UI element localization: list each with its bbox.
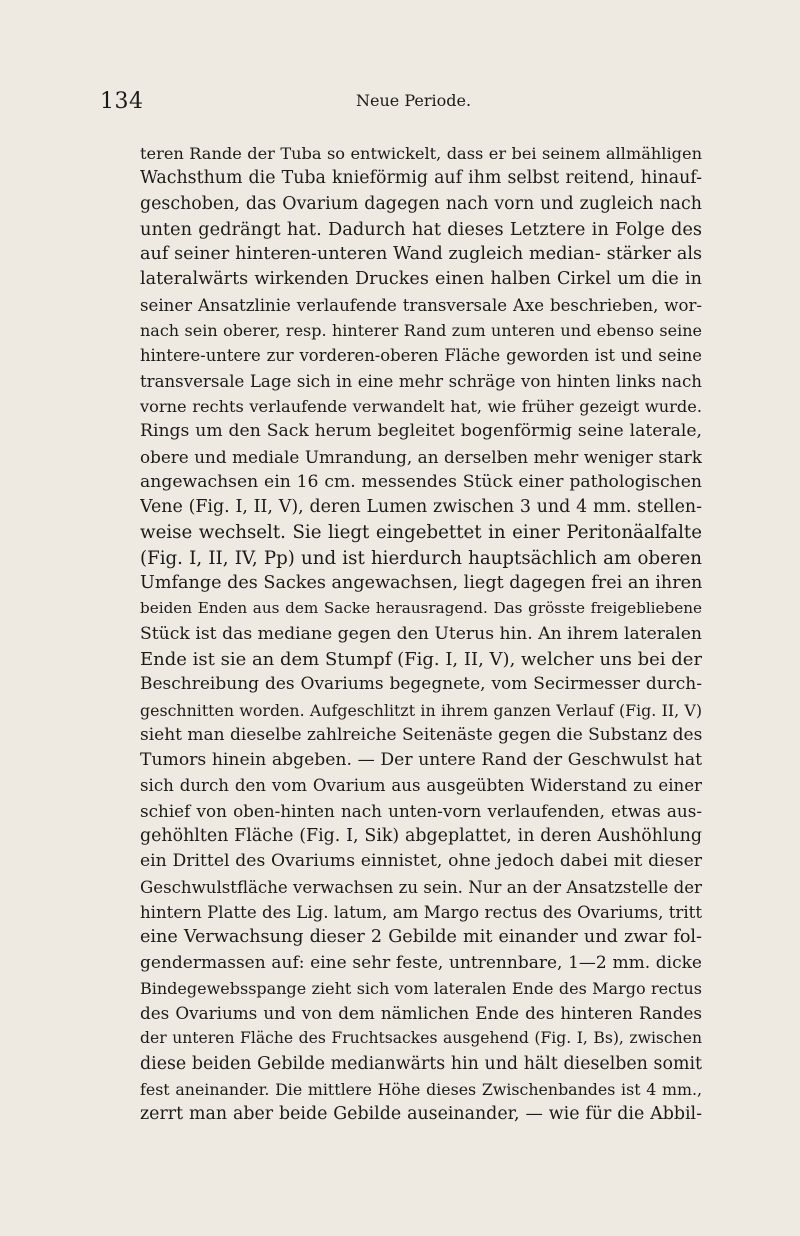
text-line: unten gedrängt hat. Dadurch hat dieses Letztere in Folge des bbox=[140, 218, 702, 240]
text-line: sieht man dieselbe zahlreiche Seitenäste gegen die Substanz des bbox=[140, 724, 702, 745]
text-line: Stück ist das mediane gegen den Uterus hin. An ihrem lateralen bbox=[140, 623, 702, 644]
text-line: obere und mediale Umrandung, an derselben mehr weniger stark bbox=[140, 446, 702, 467]
text-line: auf seiner hinteren-unteren Wand zugleich median- stärker als bbox=[140, 244, 702, 265]
page-header bbox=[100, 87, 700, 117]
text-line: seiner Ansatzlinie verlaufende transversale Axe beschrieben, wor- bbox=[140, 295, 702, 315]
page-number: 134 bbox=[100, 89, 144, 114]
text-line: Tumors hinein abgeben. — Der untere Rand der Geschwulst hat bbox=[140, 750, 702, 771]
text-line: diese beiden Gebilde medianwärts hin und hält dieselben somit bbox=[140, 1053, 702, 1074]
text-line: Bindegewebsspange zieht sich vom lateralen Ende des Margo rectus bbox=[140, 978, 702, 998]
text-line: Umfange des Sackes angewachsen, liegt dagegen frei an ihren bbox=[140, 573, 702, 594]
text-line: weise wechselt. Sie liegt eingebettet in einer Peritonäalfalte bbox=[140, 522, 702, 544]
text-line: des Ovariums und von dem nämlichen Ende des hinteren Randes bbox=[140, 1003, 702, 1024]
text-line: ein Drittel des Ovariums einnistet, ohne jedoch dabei mit dieser bbox=[140, 851, 702, 872]
text-line: der unteren Fläche des Fruchtsackes ausgehend (Fig. I, Bs), zwischen bbox=[140, 1029, 702, 1048]
text-line: vorne rechts verlaufende verwandelt hat, wie früher gezeigt wurde. bbox=[140, 396, 702, 416]
text-line: transversale Lage sich in eine mehr schräge von hinten links nach bbox=[140, 371, 702, 391]
text-line: Vene (Fig. I, II, V), deren Lumen zwischen 3 und 4 mm. stellen- bbox=[140, 497, 702, 518]
text-line: nach sein oberer, resp. hinterer Rand zum unteren und ebenso seine bbox=[140, 321, 702, 341]
text-line: sich durch den vom Ovarium aus ausgeübten Widerstand zu einer bbox=[140, 776, 702, 796]
text-line: gendermassen auf: eine sehr feste, untrennbare, 1—2 mm. dicke bbox=[140, 952, 702, 973]
text-line: Geschwulstfläche verwachsen zu sein. Nur an der Ansatzstelle der bbox=[140, 877, 702, 897]
text-line: hintern Platte des Lig. latum, am Margo rectus des Ovariums, tritt bbox=[140, 902, 702, 922]
text-line: geschoben, das Ovarium dagegen nach vorn und zugleich nach bbox=[140, 193, 702, 214]
text-line: angewachsen ein 16 cm. messendes Stück einer pathologischen bbox=[140, 471, 702, 492]
text-line: Wachsthum die Tuba knieförmig auf ihm selbst reitend, hinauf- bbox=[140, 168, 702, 189]
text-line: schief von oben-hinten nach unten-vorn verlaufenden, etwas aus- bbox=[140, 800, 702, 821]
text-line: eine Verwachsung dieser 2 Gebilde mit einander und zwar fol- bbox=[140, 927, 702, 948]
text-line: Rings um den Sack herum begleitet bogenförmig seine laterale, bbox=[140, 421, 702, 442]
text-line: zerrt man aber beide Gebilde auseinander, — wie für die Abbil- bbox=[140, 1104, 702, 1125]
text-line: (Fig. I, II, IV, Pp) und ist hierdurch hauptsächlich am oberen bbox=[140, 547, 702, 569]
text-line: gehöhlten Fläche (Fig. I, Sik) abgeplattet, in deren Aushöhlung bbox=[140, 826, 702, 847]
text-line: Ende ist sie an dem Stumpf (Fig. I, II, V), welcher uns bei der bbox=[140, 648, 702, 670]
text-line: lateralwärts wirkenden Druckes einen halben Cirkel um die in bbox=[140, 269, 702, 290]
text-line: geschnitten worden. Aufgeschlitzt in ihrem ganzen Verlauf (Fig. II, V) bbox=[140, 700, 702, 720]
text-line: hintere-untere zur vorderen-oberen Fläche geworden ist und seine bbox=[140, 346, 702, 366]
text-line: beiden Enden aus dem Sacke herausragend. Das grösste freigebliebene bbox=[140, 599, 702, 618]
body-text bbox=[140, 141, 702, 1128]
text-line: fest aneinander. Die mittlere Höhe dieses Zwischenbandes ist 4 mm., bbox=[140, 1079, 702, 1099]
text-line: teren Rande der Tuba so entwickelt, dass er bei seinem allmähligen bbox=[140, 144, 702, 163]
running-head: Neue Periode. bbox=[356, 91, 472, 110]
text-line: Beschreibung des Ovariums begegnete, vom Secirmesser durch- bbox=[140, 674, 702, 695]
